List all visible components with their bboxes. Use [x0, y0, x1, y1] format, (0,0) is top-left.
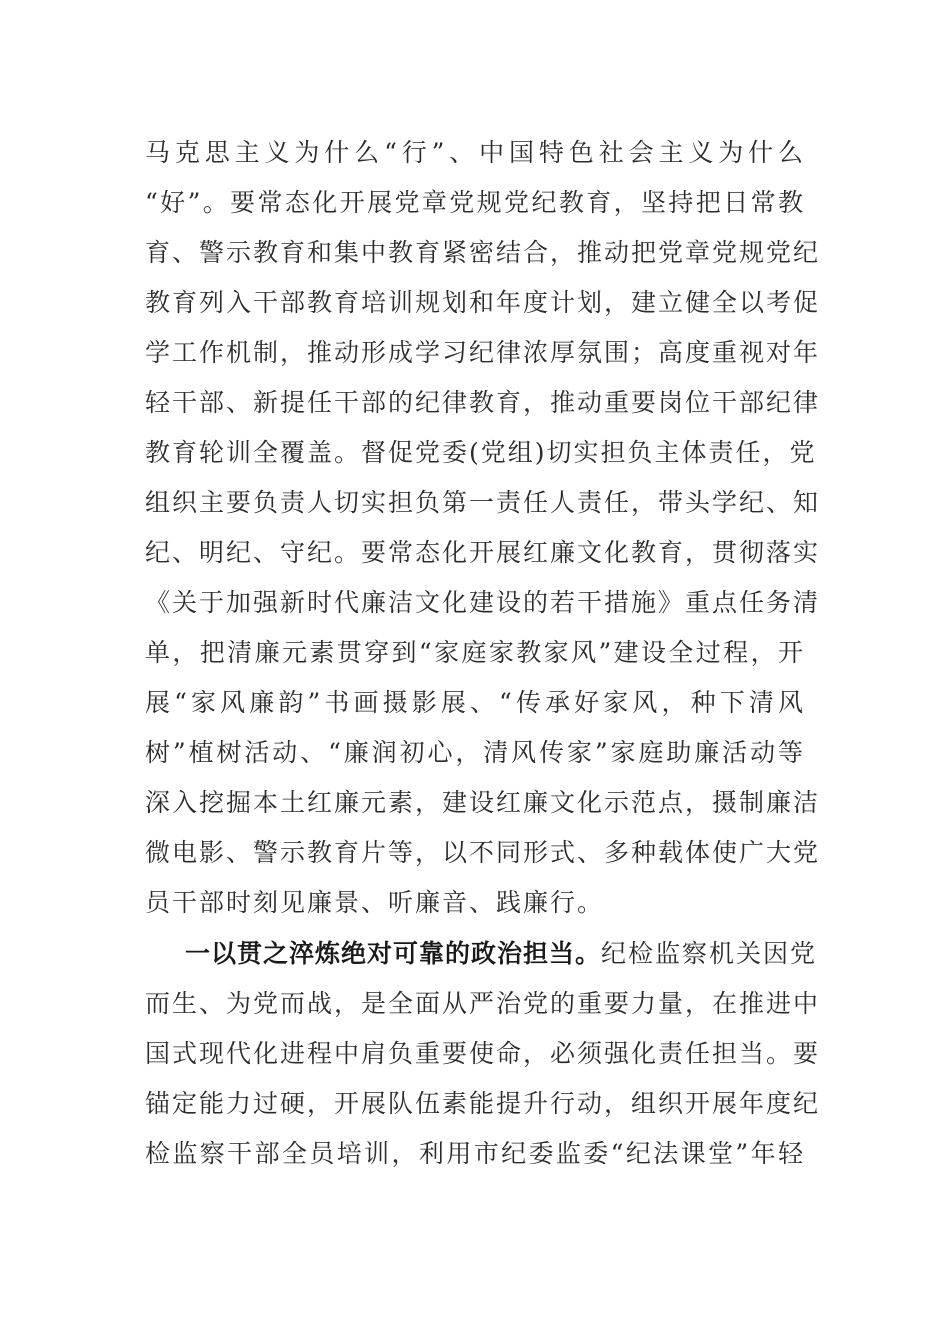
text-line: 锚定能力过硬，开展队伍素能提升行动，组织开展年度纪 [145, 1089, 821, 1118]
text-line: 展“家风廉韵”书画摄影展、“传承好家风，种下清风 [145, 688, 805, 717]
text-line: 组织主要负责人切实担负第一责任人责任，带头学纪、知 [145, 488, 821, 517]
paragraph-lead-heading: 一以贯之淬炼绝对可靠的政治担当。 [185, 939, 602, 968]
text-line: “好”。要常态化开展党章党规党纪教育，坚持把日常教 [145, 188, 805, 217]
text-line: 深入挖掘本土红廉元素，建设红廉文化示范点，摄制廉洁 [145, 788, 821, 817]
text-line: 学工作机制，推动形成学习纪律浓厚氛围；高度重视对年 [145, 338, 821, 367]
text-line: 单，把清廉元素贯穿到“家庭家教家风”建设全过程，开 [145, 638, 805, 667]
text-line: 国式现代化进程中肩负重要使命，必须强化责任担当。要 [145, 1039, 821, 1068]
text-line: 育、警示教育和集中教育紧密结合，推动把党章党规党纪 [145, 238, 821, 267]
text-line: 马克思主义为什么“行”、中国特色社会主义为什么 [145, 138, 805, 167]
text-line: 而生、为党而战，是全面从严治党的重要力量，在推进中 [145, 989, 821, 1018]
text-line: 员干部时刻见廉景、听廉音、践廉行。 [145, 888, 605, 917]
text-line: 教育列入干部教育培训规划和年度计划，建立健全以考促 [145, 288, 821, 317]
paragraph-first-line [145, 929, 818, 979]
text-line: 《关于加强新时代廉洁文化建设的若干措施》重点任务清 [145, 588, 821, 617]
text-line: 树”植树活动、“廉润初心，清风传家”家庭助廉活动等 [145, 738, 805, 767]
paragraph-first-line-text: 纪检监察机关因党 [601, 939, 818, 968]
text-line: 微电影、警示教育片等，以不同形式、多种载体使广大党 [145, 838, 821, 867]
text-line: 教育轮训全覆盖。督促党委(党组)切实担负主体责任，党 [145, 438, 817, 467]
text-line: 轻干部、新提任干部的纪律教育，推动重要岗位干部纪律 [145, 388, 821, 417]
text-line: 纪、明纪、守纪。要常态化开展红廉文化教育，贯彻落实 [145, 538, 821, 567]
text-line: 检监察干部全员培训，利用市纪委监委“纪法课堂”年轻 [145, 1139, 805, 1168]
